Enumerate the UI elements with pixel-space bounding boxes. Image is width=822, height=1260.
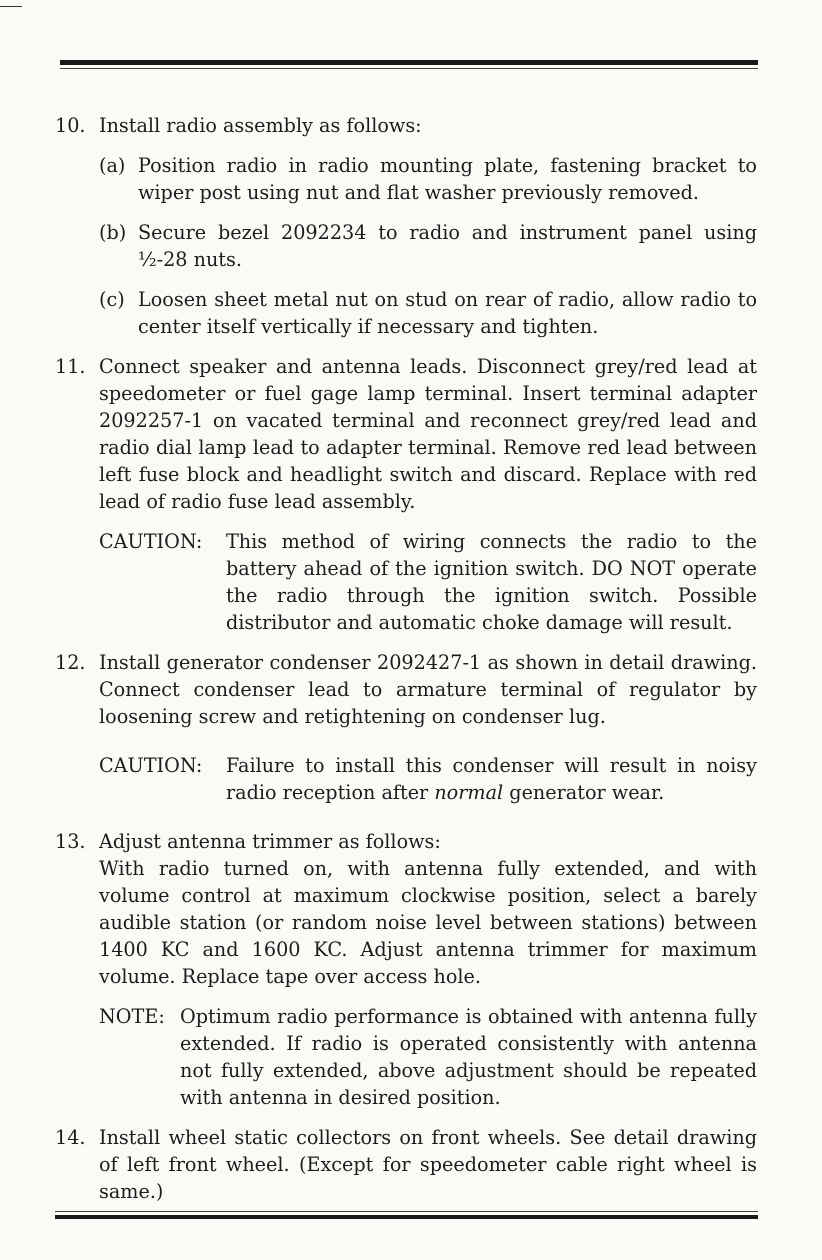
step-number: 13. (55, 830, 86, 853)
substep-label: (a) (99, 154, 126, 177)
substep-text: Loosen sheet metal nut on stud on rear of radio, allow radio to center itself vertically if necessary and tighten. (138, 288, 757, 338)
step-text: Install radio assembly as follows: (99, 114, 422, 137)
substep-label: (c) (99, 288, 125, 311)
step-14 (55, 1124, 757, 1205)
caution-text: This method of wiring connects the radio to the battery ahead of the ignition switch. DO NOT operate the radio through the ignition switch. Possible distributor and automatic choke damage will result. (226, 530, 757, 634)
note-block (99, 1003, 757, 1111)
substep-label: (b) (99, 221, 127, 244)
note-text: Optimum radio performance is obtained with antenna fully extended. If radio is operated consistently with antenna not fully extended, above adjustment should be repeated with antenna in desired position. (180, 1005, 757, 1109)
instruction-list (55, 112, 757, 1205)
caution-block (99, 752, 757, 806)
step-11 (55, 353, 757, 515)
substep-c (99, 286, 757, 340)
step-text: Install wheel static collectors on front wheels. See detail drawing of left front wheel. (Except for speedometer cable right wheel is same.) (99, 1126, 757, 1203)
step-text: Connect speaker and antenna leads. Disconnect grey/red lead at speedometer or fuel gage lamp terminal. Insert terminal adapter 2092257-1 on vacated terminal and reconnect grey/red lead and radio dial lamp lead to adapter terminal. Remove red lead between left fuse block and headlight switch and discard. Replace with red lead of radio fuse lead assembly. (99, 355, 757, 513)
substep-text: Secure bezel 2092234 to radio and instrument panel using ½-28 nuts. (138, 221, 757, 271)
step-10 (55, 112, 757, 139)
substep-text: Position radio in radio mounting plate, fastening bracket to wiper post using nut and flat washer previously removed. (138, 154, 757, 204)
step-text-detail: With radio turned on, with antenna fully extended, and with volume control at maximum clockwise position, select a barely audible station (or random noise level between stations) between 1400 KC and 1600 KC. Adjust antenna trimmer for maximum volume. Replace tape over access hole. (99, 857, 757, 988)
substep-b (99, 219, 757, 273)
step-12 (55, 649, 757, 730)
caution-label: CAUTION: (99, 754, 203, 777)
step-number: 12. (55, 651, 86, 674)
step-number: 11. (55, 355, 86, 378)
top-rule (60, 60, 758, 69)
bottom-rule (55, 1211, 758, 1219)
note-label: NOTE: (99, 1005, 165, 1028)
substep-a (99, 152, 757, 206)
step-text: Install generator condenser 2092427-1 as shown in detail drawing. Connect condenser lead to armature terminal of regulator by loosening screw and retightening on condenser lug. (99, 651, 757, 728)
emphasis: normal (434, 781, 504, 804)
step-13 (55, 828, 757, 990)
corner-mark (0, 6, 22, 7)
step-number: 14. (55, 1126, 86, 1149)
caution-label: CAUTION: (99, 530, 203, 553)
step-text: Adjust antenna trimmer as follows: (99, 830, 441, 853)
step-number: 10. (55, 114, 86, 137)
caution-text: Failure to install this condenser will result in noisy radio reception after normal generator wear. (226, 754, 757, 804)
caution-block (99, 528, 757, 636)
